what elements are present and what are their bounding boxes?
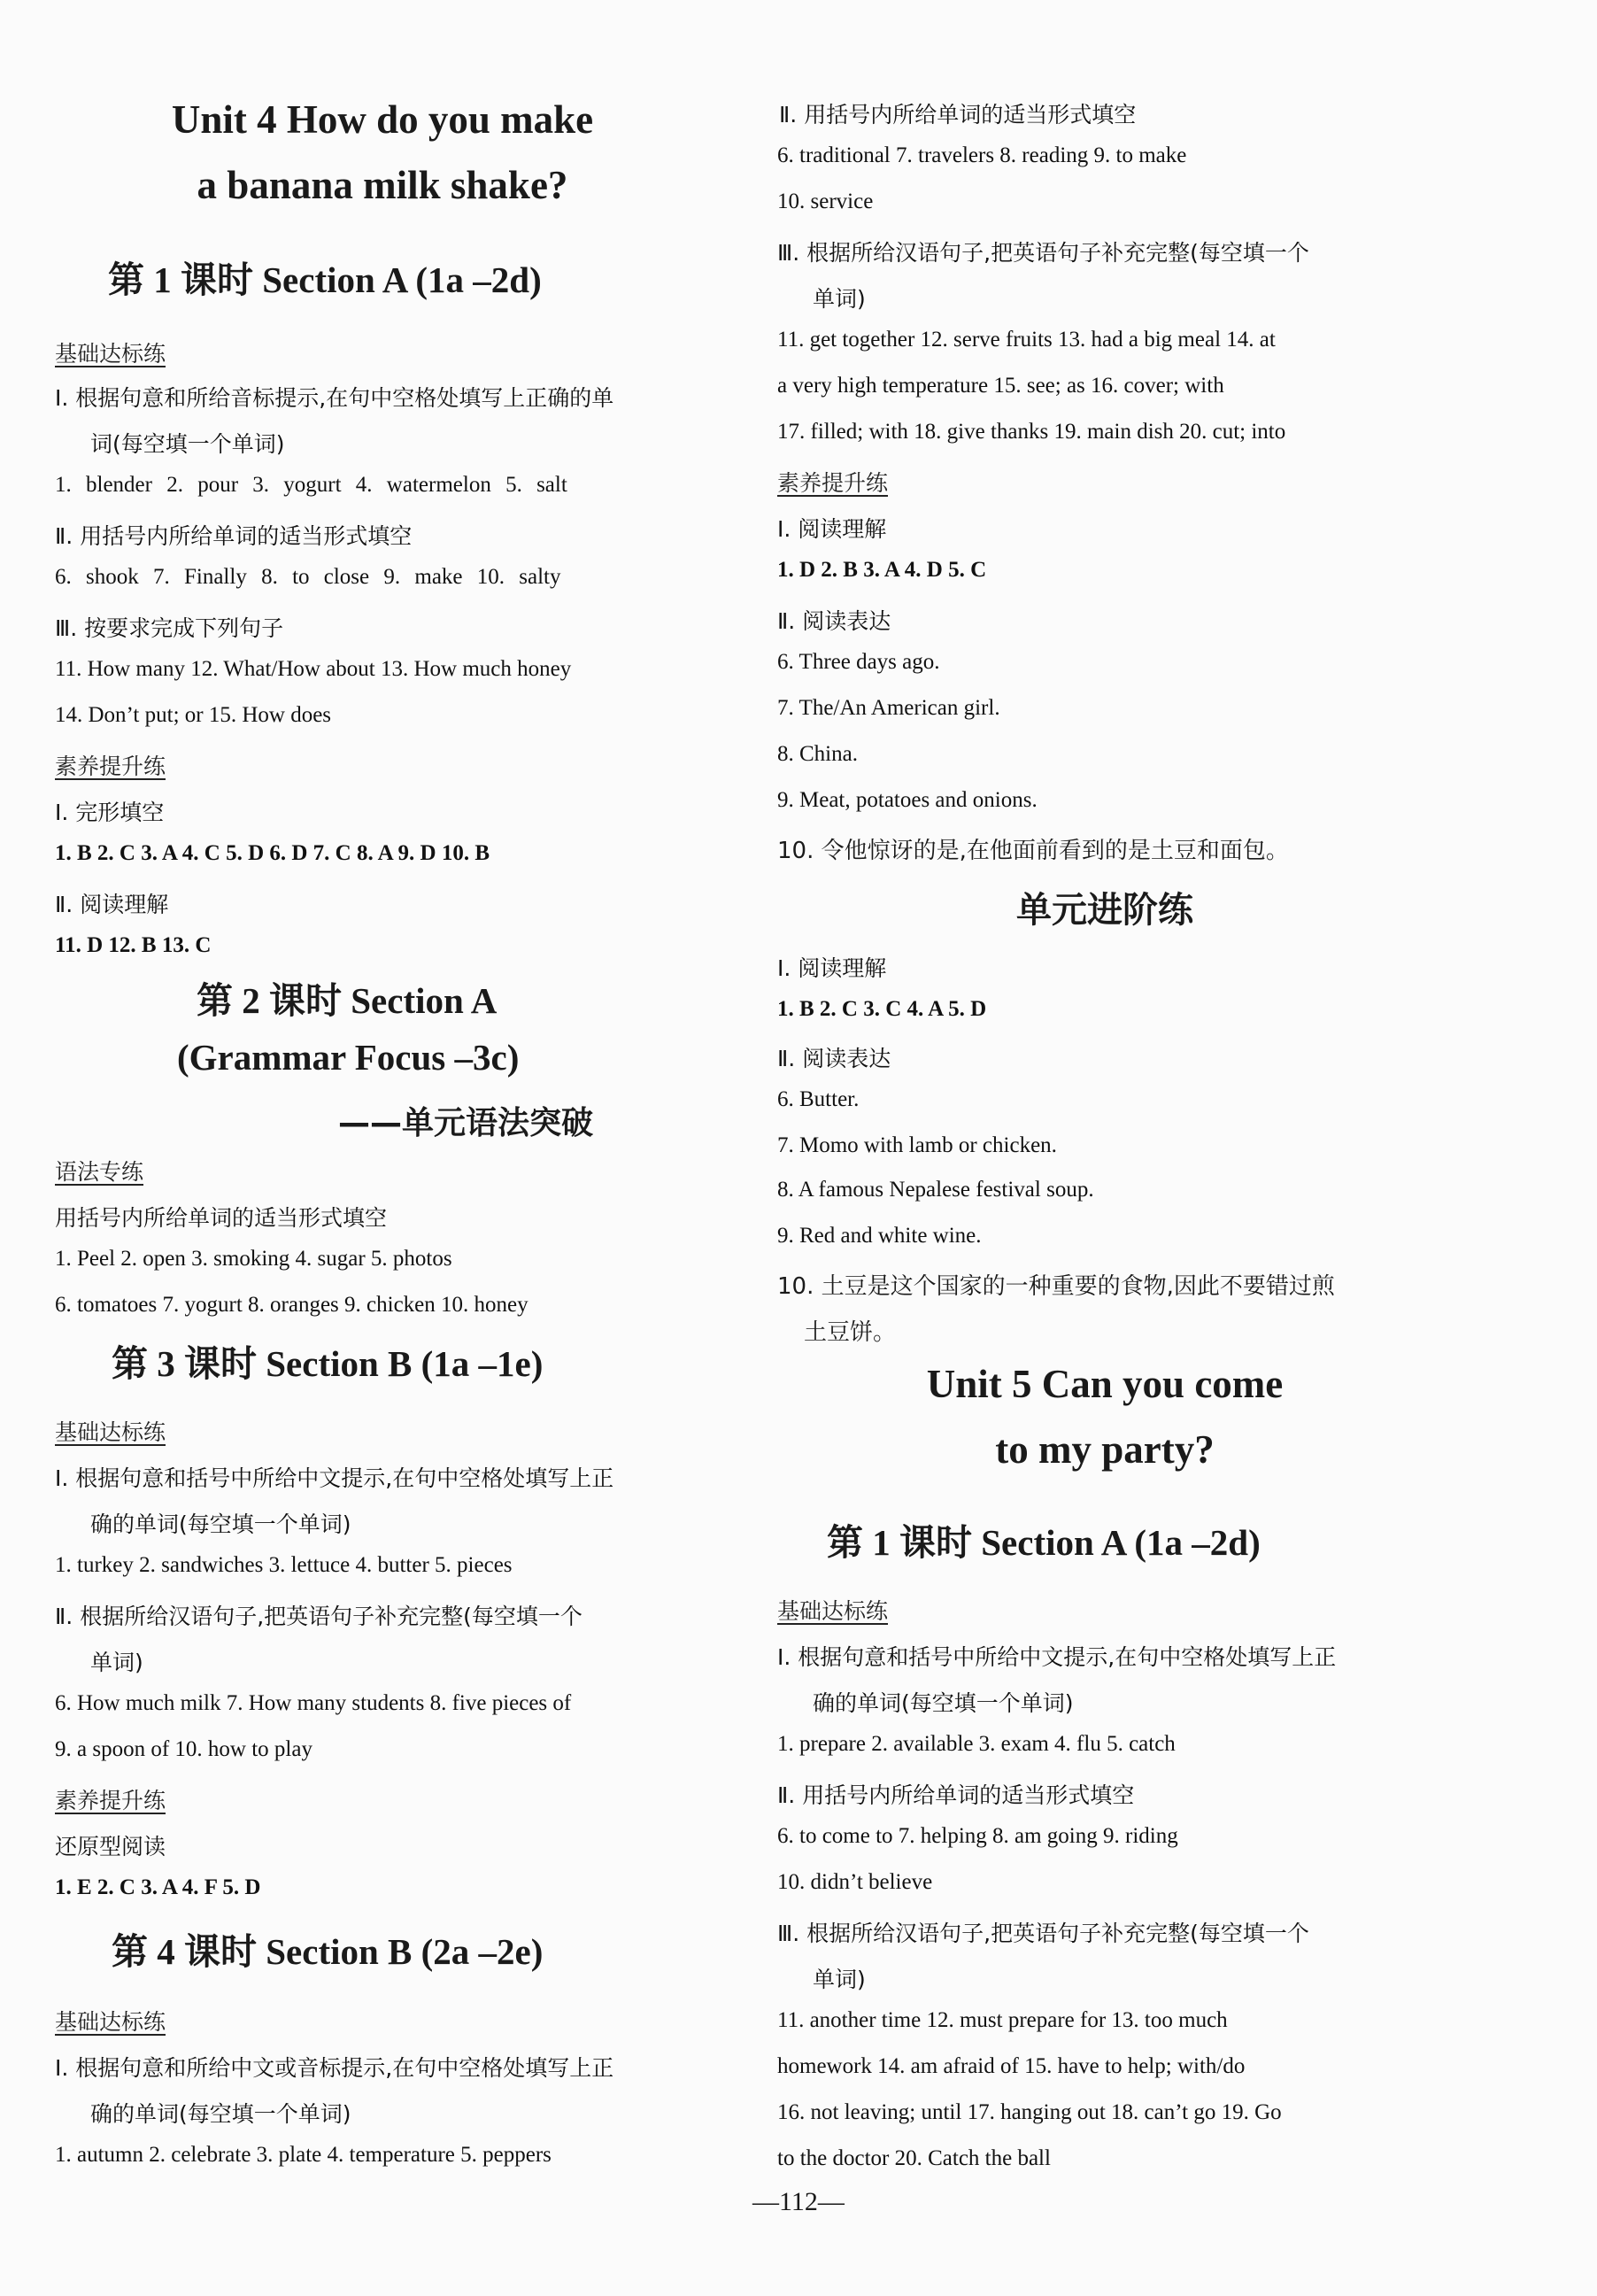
u5-answers2-line1: 6. to come to 7. helping 8. am going 9. riding [777, 1824, 1178, 1848]
r-answers4-item9: 9. Meat, potatoes and onions. [777, 788, 1038, 812]
lesson2-title-line1: 第 2 课时 Section A [197, 980, 498, 1021]
l1-answers1: 1. blender 2. pour 3. yogurt 4. watermelon 5. salt [55, 473, 567, 497]
l3-category-advanced: 素养提升练 [55, 1788, 166, 1813]
l1-answers2: 6. shook 7. Finally 8. to close 9. make 10. salty [55, 565, 561, 589]
r-answers1-line1: 6. traditional 7. travelers 8. reading 9. to make [777, 143, 1187, 167]
r-answers6-item10-line2: 土豆饼。 [804, 1319, 897, 1346]
l1-category-basic: 基础达标练 [55, 341, 166, 367]
u5-answers3-line4: to the doctor 20. Catch the ball [777, 2146, 1051, 2170]
l2-question1: 用括号内所给单词的适当形式填空 [55, 1205, 388, 1231]
l4-category-basic: 基础达标练 [55, 2009, 166, 2035]
r-question5: Ⅰ. 阅读理解 [777, 955, 887, 981]
unit4-title-line1: Unit 4 How do you make [171, 97, 594, 142]
l2-category-grammar: 语法专练 [55, 1159, 144, 1185]
r-question3: Ⅰ. 阅读理解 [777, 516, 887, 542]
u5-question2: Ⅱ. 用括号内所给单词的适当形式填空 [777, 1782, 1135, 1808]
r-question2-line2: 单词) [813, 286, 866, 312]
l3-question2-line2: 单词) [90, 1650, 143, 1675]
l1-question3: Ⅲ. 按要求完成下列句子 [55, 615, 284, 641]
u5-answers2-line2: 10. didn’t believe [777, 1870, 933, 1894]
l3-category-basic: 基础达标练 [55, 1419, 166, 1445]
l3-answers2-line2: 9. a spoon of 10. how to play [55, 1737, 312, 1761]
unit4-title-line2: a banana milk shake? [197, 163, 568, 207]
l3-answers3: 1. E 2. C 3. A 4. F 5. D [55, 1875, 261, 1899]
r-answers6-item9: 9. Red and white wine. [777, 1224, 982, 1248]
l1-answers3-line2: 14. Don’t put; or 15. How does [55, 703, 332, 727]
r-answers2-line1: 11. get together 12. serve fruits 13. had a big meal 14. at [777, 328, 1276, 352]
l3-question3: 还原型阅读 [55, 1834, 166, 1859]
r-answers1-line2: 10. service [777, 189, 874, 213]
lesson2-title-line3: ——单元语法突破 [338, 1105, 594, 1141]
l3-answers2-line1: 6. How much milk 7. How many students 8. five pieces of [55, 1691, 572, 1715]
u5-question1-line2: 确的单词(每空填一个单词) [813, 1690, 1074, 1716]
r-answers6-item6: 6. Butter. [777, 1087, 860, 1111]
lesson4-title: 第 4 课时 Section B (2a –2e) [112, 1931, 544, 1972]
u5-question3-line1: Ⅲ. 根据所给汉语句子,把英语句子补充完整(每空填一个 [777, 1921, 1309, 1946]
r-answers2-line2: a very high temperature 15. see; as 16. cover; with [777, 374, 1224, 398]
left-column [55, 0, 710, 2167]
l1-answers3-line1: 11. How many 12. What/How about 13. How much honey [55, 657, 572, 681]
l1-category-advanced: 素养提升练 [55, 754, 166, 779]
unit5-title-line2: to my party? [995, 1427, 1215, 1472]
r-question4: Ⅱ. 阅读表达 [777, 608, 891, 634]
u5-question1-line1: Ⅰ. 根据句意和括号中所给中文提示,在句中空格处填写上正 [777, 1644, 1337, 1670]
l3-question2-line1: Ⅱ. 根据所给汉语句子,把英语句子补充完整(每空填一个 [55, 1604, 582, 1629]
r-answers6-item10-line1: 10. 土豆是这个国家的一种重要的食物,因此不要错过煎 [777, 1273, 1335, 1300]
l1-question2: Ⅱ. 用括号内所给单词的适当形式填空 [55, 523, 413, 549]
l4-question1-line2: 确的单词(每空填一个单词) [90, 2101, 351, 2127]
r-answers3: 1. D 2. B 3. A 4. D 5. C [777, 558, 987, 582]
l2-answers1-line1: 1. Peel 2. open 3. smoking 4. sugar 5. photos [55, 1247, 452, 1271]
l3-answers1: 1. turkey 2. sandwiches 3. lettuce 4. butter 5. pieces [55, 1553, 513, 1577]
l4-question1-line1: Ⅰ. 根据句意和所给中文或音标提示,在句中空格处填写上正 [55, 2055, 614, 2081]
l4-answers1: 1. autumn 2. celebrate 3. plate 4. temperature 5. peppers [55, 2143, 552, 2167]
r-answers5: 1. B 2. C 3. C 4. A 5. D [777, 997, 987, 1021]
lesson2-title-line2: (Grammar Focus –3c) [177, 1037, 520, 1078]
u5-answers3-line1: 11. another time 12. must prepare for 13. too much [777, 2008, 1228, 2032]
u5-question3-line2: 单词) [813, 1967, 866, 1992]
r-question1: Ⅱ. 用括号内所给单词的适当形式填空 [779, 102, 1137, 128]
r-answers4-item6: 6. Three days ago. [777, 650, 940, 674]
l3-question1-line2: 确的单词(每空填一个单词) [90, 1511, 351, 1537]
u5-lesson1-title: 第 1 课时 Section A (1a –2d) [827, 1522, 1261, 1563]
u5-answers3-line2: homework 14. am afraid of 15. have to help; with/do [777, 2054, 1246, 2078]
l3-question1-line1: Ⅰ. 根据句意和括号中所给中文提示,在句中空格处填写上正 [55, 1465, 614, 1491]
r-answers6-item7: 7. Momo with lamb or chicken. [777, 1133, 1057, 1157]
lesson1-title: 第 1 课时 Section A (1a –2d) [108, 259, 542, 300]
unit5-title-line1: Unit 5 Can you come [926, 1362, 1284, 1406]
r-answers2-line3: 17. filled; with 18. give thanks 19. main dish 20. cut; into [777, 420, 1286, 444]
l1-question5: Ⅱ. 阅读理解 [55, 892, 169, 917]
l1-question1-line1: Ⅰ. 根据句意和所给音标提示,在句中空格处填写上正确的单 [55, 385, 614, 411]
r-category-advanced: 素养提升练 [777, 470, 889, 496]
r-answers4-item8: 8. China. [777, 742, 858, 766]
l1-question1-line2: 词(每空填一个单词) [90, 431, 285, 457]
l1-answers4: 1. B 2. C 3. A 4. C 5. D 6. D 7. C 8. A 9. D 10. B [55, 841, 490, 865]
right-column [777, 0, 1432, 2170]
r-answers4-item7: 7. The/An American girl. [777, 696, 1000, 720]
page-number: —112— [752, 2187, 845, 2216]
l1-question4: Ⅰ. 完形填空 [55, 800, 165, 825]
l2-answers1-line2: 6. tomatoes 7. yogurt 8. oranges 9. chicken 10. honey [55, 1293, 528, 1317]
r-answers6-item8: 8. A famous Nepalese festival soup. [777, 1178, 1094, 1202]
u5-answers3-line3: 16. not leaving; until 17. hanging out 18. can’t go 19. Go [777, 2100, 1282, 2124]
r-answers4-item10: 10. 令他惊讶的是,在他面前看到的是土豆和面包。 [777, 838, 1289, 864]
r-question2-line1: Ⅲ. 根据所给汉语句子,把英语句子补充完整(每空填一个 [777, 240, 1309, 266]
lesson3-title: 第 3 课时 Section B (1a –1e) [112, 1343, 544, 1384]
l1-answers5: 11. D 12. B 13. C [55, 933, 212, 957]
r-question6: Ⅱ. 阅读表达 [777, 1046, 891, 1071]
unit-practice-title: 单元进阶练 [1016, 890, 1193, 931]
u5-answers1: 1. prepare 2. available 3. exam 4. flu 5. catch [777, 1732, 1176, 1756]
u5-category-basic: 基础达标练 [777, 1598, 889, 1624]
